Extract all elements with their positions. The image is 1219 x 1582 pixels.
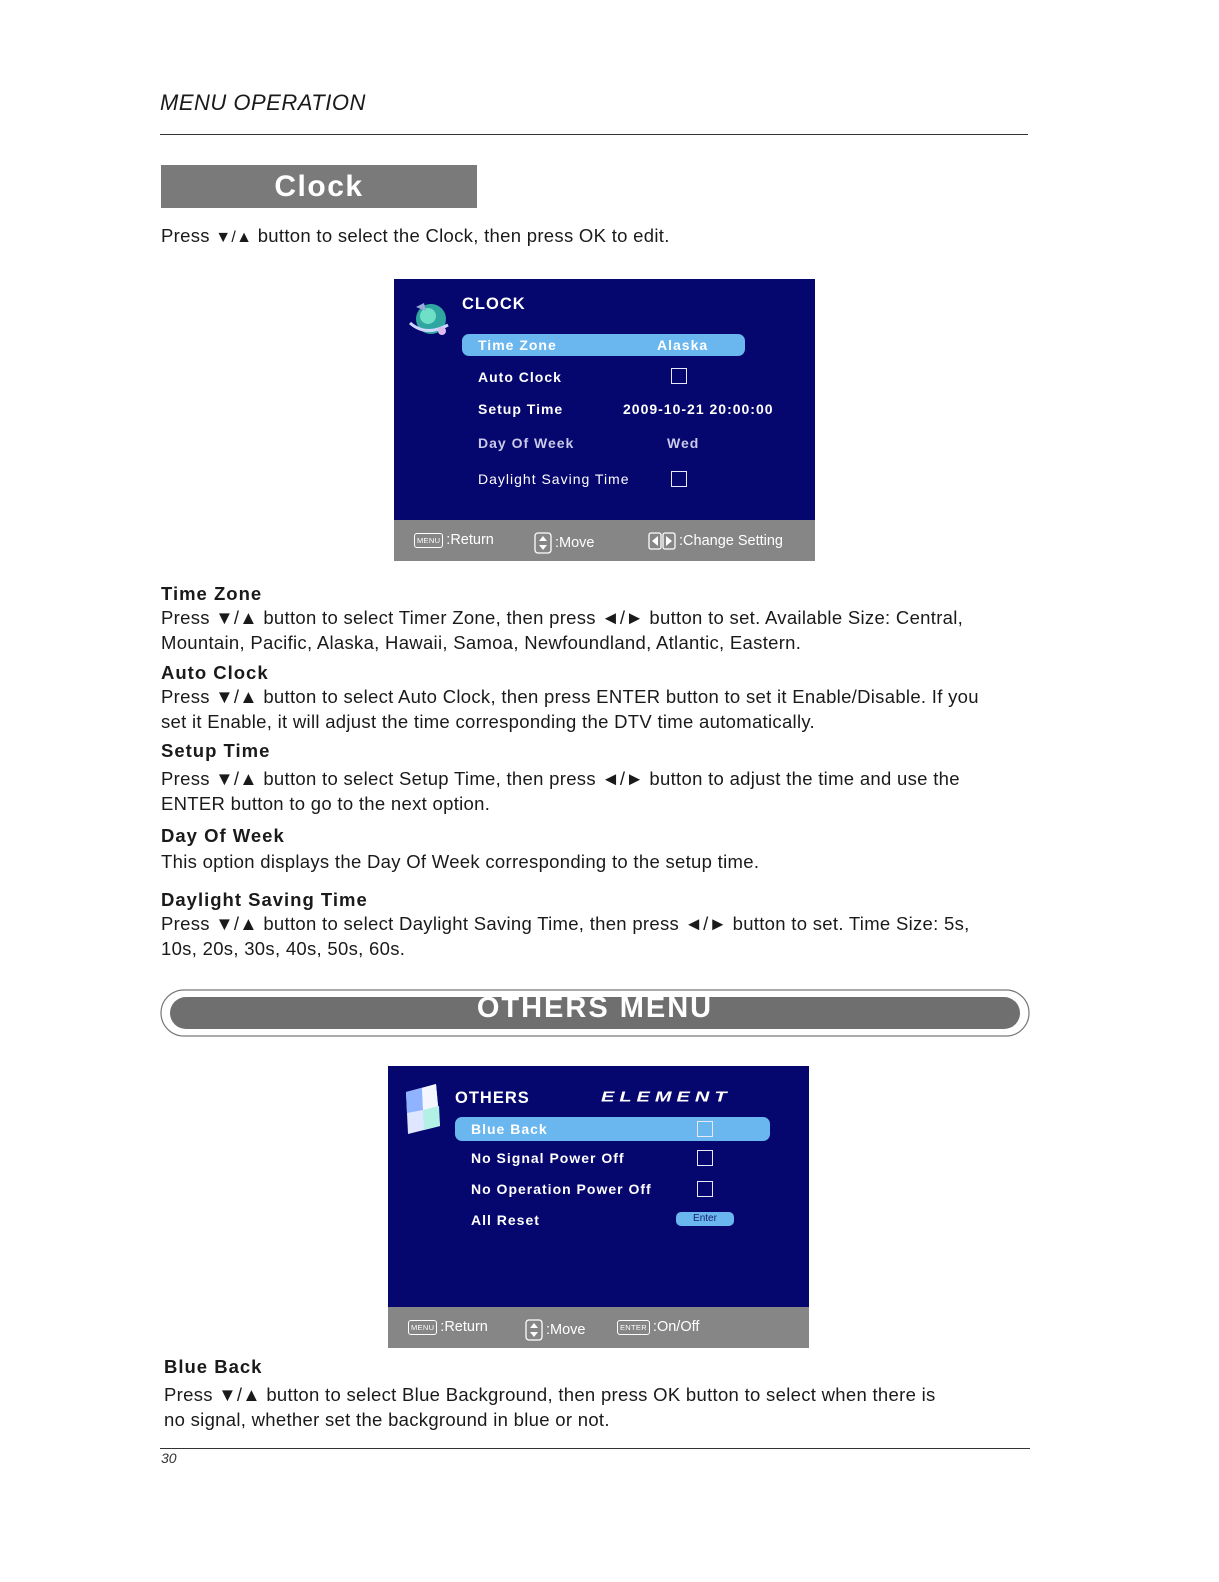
desc-heading-day-of-week: Day Of Week xyxy=(161,825,285,846)
others-section-heading: OTHERS MENU xyxy=(476,992,714,1024)
desc-heading-daylight-saving: Daylight Saving Time xyxy=(161,889,368,910)
footer-move-label: :Move xyxy=(546,1322,586,1338)
footer-onoff-label: :On/Off xyxy=(652,1319,700,1335)
desc-setup-time-line1: Press ▼/▲ button to select Setup Time, then press ◄/► button to adjust the time and use the xyxy=(161,768,960,789)
all-reset-enter-button[interactable]: Enter xyxy=(676,1212,734,1226)
blue-back-checkbox[interactable] xyxy=(697,1121,713,1137)
page-header-title: MENU OPERATION xyxy=(160,90,366,115)
footer-change-label: :Change Setting xyxy=(679,533,783,549)
menu-key-icon: MENU xyxy=(408,1320,437,1335)
menu-row-time-zone[interactable]: Time Zone xyxy=(478,337,557,353)
arrow-keys-icon: ▼/▲ xyxy=(215,229,253,246)
page-number: 30 xyxy=(161,1450,177,1466)
desc-heading-setup-time: Setup Time xyxy=(161,740,271,761)
day-of-week-value: Wed xyxy=(667,435,700,451)
menu-row-setup-time[interactable]: Setup Time xyxy=(478,401,564,417)
footer-return-label: :Return xyxy=(440,1319,488,1335)
clock-menu-screen xyxy=(394,279,815,561)
others-menu-footer xyxy=(388,1307,809,1348)
up-down-key-icon xyxy=(534,532,552,554)
footer-return xyxy=(408,1319,488,1335)
desc-heading-time-zone: Time Zone xyxy=(161,583,263,604)
desc-day-of-week-line1: This option displays the Day Of Week corresponding to the setup time. xyxy=(161,851,760,872)
brand-logo: ELEMENT xyxy=(601,1088,732,1106)
desc-daylight-saving-line2: 10s, 20s, 30s, 40s, 50s, 60s. xyxy=(161,938,406,959)
menu-row-no-operation-power-off[interactable]: No Operation Power Off xyxy=(471,1181,652,1197)
others-menu-title: OTHERS xyxy=(455,1089,530,1107)
no-signal-power-off-checkbox[interactable] xyxy=(697,1150,713,1166)
menu-row-daylight-saving[interactable]: Daylight Saving Time xyxy=(478,471,630,487)
menu-key-icon: MENU xyxy=(414,533,443,548)
footer-move xyxy=(534,532,595,554)
menu-row-all-reset[interactable]: All Reset xyxy=(471,1212,540,1228)
desc-time-zone-line1: Press ▼/▲ button to select Timer Zone, then press ◄/► button to set. Available Size: Central, xyxy=(161,607,964,628)
footer-move-label: :Move xyxy=(555,535,595,551)
desc-heading-auto-clock: Auto Clock xyxy=(161,662,269,683)
clock-intro-pre: Press xyxy=(161,225,216,246)
menu-row-no-signal-power-off[interactable]: No Signal Power Off xyxy=(471,1150,625,1166)
clock-intro xyxy=(161,223,1041,250)
daylight-saving-checkbox[interactable] xyxy=(671,471,687,487)
desc-blue-back-line2: no signal, whether set the background in blue or not. xyxy=(164,1409,610,1430)
menu-row-blue-back[interactable]: Blue Back xyxy=(471,1121,548,1137)
desc-blue-back-line1: Press ▼/▲ button to select Blue Background, then press OK button to select when there is xyxy=(164,1384,936,1405)
desc-auto-clock-line2: set it Enable, it will adjust the time corresponding the DTV time automatically. xyxy=(161,711,815,732)
footer-return xyxy=(414,532,494,548)
desc-auto-clock-line1: Press ▼/▲ button to select Auto Clock, then press ENTER button to set it Enable/Disable. If you xyxy=(161,686,979,707)
left-right-key-icon xyxy=(648,532,676,550)
footer-onoff xyxy=(617,1319,699,1335)
footer-return-label: :Return xyxy=(446,532,494,548)
desc-setup-time-line2: ENTER button to go to the next option. xyxy=(161,793,491,814)
footer-rule xyxy=(160,1448,1030,1449)
clock-menu-title: CLOCK xyxy=(462,295,526,313)
footer-change xyxy=(648,532,783,550)
clock-section-heading: Clock xyxy=(161,165,477,208)
others-menu-screen xyxy=(388,1066,809,1348)
desc-daylight-saving-line1: Press ▼/▲ button to select Daylight Saving Time, then press ◄/► button to set. Time Size: 5s, xyxy=(161,913,970,934)
header-rule xyxy=(160,134,1028,135)
clock-menu-icon xyxy=(406,297,452,341)
auto-clock-checkbox[interactable] xyxy=(671,368,687,384)
footer-move xyxy=(525,1319,586,1341)
desc-time-zone-line2: Mountain, Pacific, Alaska, Hawaii, Samoa, Newfoundland, Atlantic, Eastern. xyxy=(161,632,802,653)
menu-row-auto-clock[interactable]: Auto Clock xyxy=(478,369,562,385)
up-down-key-icon xyxy=(525,1319,543,1341)
desc-heading-blue-back: Blue Back xyxy=(164,1356,263,1377)
time-zone-value: Alaska xyxy=(657,337,709,353)
clock-intro-post: button to select the Clock, then press OK to edit. xyxy=(252,225,670,246)
others-menu-icon xyxy=(402,1082,444,1136)
setup-time-value: 2009-10-21 20:00:00 xyxy=(623,401,774,417)
clock-menu-footer xyxy=(394,520,815,561)
no-operation-power-off-checkbox[interactable] xyxy=(697,1181,713,1197)
enter-key-icon: ENTER xyxy=(617,1320,650,1335)
menu-row-day-of-week: Day Of Week xyxy=(478,435,575,451)
